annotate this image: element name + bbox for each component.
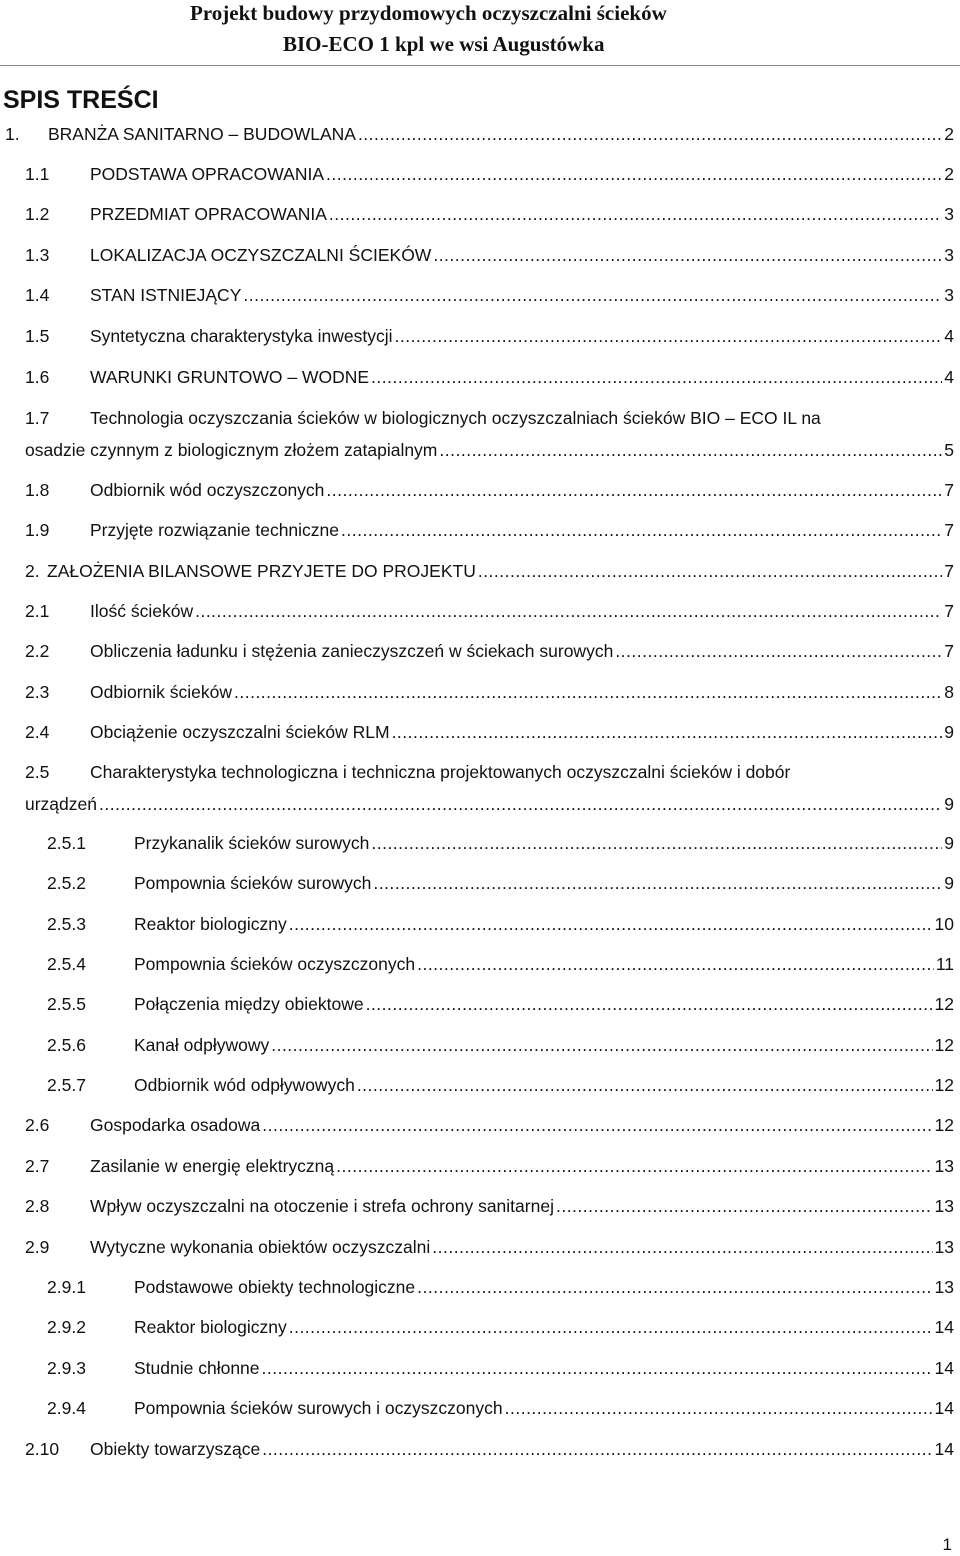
toc-entry-title: Odbiornik wód odpływowych [134, 1075, 355, 1095]
toc-entry-number: 1.3 [25, 245, 50, 265]
toc-dot-leader [289, 910, 933, 938]
toc-dot-leader [99, 790, 942, 818]
toc-entry[interactable] [0, 950, 960, 980]
toc-entry-page: 14 [934, 1398, 954, 1418]
toc-entry[interactable] [0, 476, 960, 506]
toc-entry-number: 2.9.1 [47, 1277, 86, 1297]
toc-entry-page: 12 [934, 1075, 954, 1095]
toc-entry-title: Syntetyczna charakterystyka inwestycji [90, 326, 393, 346]
toc-entry-page: 14 [934, 1358, 954, 1378]
toc-entry-page: 3 [944, 204, 954, 224]
toc-dot-leader [615, 637, 942, 665]
toc-entry-page: 14 [934, 1439, 954, 1459]
toc-dot-leader [357, 1071, 933, 1099]
toc-dot-leader [373, 869, 942, 897]
toc-dot-leader [336, 1152, 932, 1180]
toc-entry-number: 2.4 [25, 722, 50, 742]
toc-entry-number: 2. [25, 561, 40, 581]
toc-entry[interactable] [0, 404, 960, 464]
toc-entry-title: STAN ISTNIEJĄCY [90, 285, 242, 305]
toc-entry-title: Pompownia ścieków oczyszczonych [134, 954, 416, 974]
toc-entry-number: 1.5 [25, 326, 50, 346]
toc-entry[interactable] [0, 597, 960, 627]
toc-dot-leader [371, 363, 942, 391]
toc-entry[interactable] [0, 120, 960, 150]
toc-entry-page: 7 [944, 601, 954, 621]
toc-entry-page: 13 [934, 1277, 954, 1297]
toc-entry[interactable] [0, 160, 960, 190]
toc-dot-leader [195, 597, 942, 625]
toc-entry-number: 2.9.2 [47, 1317, 86, 1337]
toc-entry-page: 13 [934, 1156, 954, 1176]
toc-entry-number: 1.9 [25, 520, 50, 540]
toc-entry-number: 2.8 [25, 1196, 50, 1216]
toc-entry-page: 12 [934, 1115, 954, 1135]
toc-dot-leader [394, 322, 942, 350]
toc-entry[interactable] [0, 241, 960, 271]
toc-entry-title: Przykanalik ścieków surowych [134, 833, 370, 853]
toc-entry[interactable] [0, 1435, 960, 1465]
toc-entry-title: PODSTAWA OPRACOWANIA [90, 164, 325, 184]
toc-entry[interactable] [0, 281, 960, 311]
toc-entry-page: 10 [934, 914, 954, 934]
toc-entry-title: Odbiornik wód oczyszczonych [90, 480, 325, 500]
toc-entry[interactable] [0, 637, 960, 667]
toc-entry-title: Połączenia między obiektowe [134, 994, 364, 1014]
toc-dot-leader [505, 1394, 933, 1422]
toc-entry-title: PRZEDMIAT OPRACOWANIA [90, 204, 327, 224]
toc-entry[interactable] [0, 516, 960, 546]
toc-entry-number: 2.6 [25, 1115, 50, 1135]
toc-entry[interactable] [0, 1031, 960, 1061]
toc-dot-leader [358, 120, 942, 148]
toc-entry-page: 2 [944, 124, 954, 144]
toc-entry-page: 14 [934, 1317, 954, 1337]
toc-entry-page: 13 [934, 1237, 954, 1257]
toc-entry[interactable] [0, 1192, 960, 1222]
toc-entry-number: 2.10 [25, 1439, 60, 1459]
toc-entry-number: 2.9 [25, 1237, 50, 1257]
toc-entry-page: 3 [944, 285, 954, 305]
toc-entry-page: 9 [944, 722, 954, 742]
toc-entry[interactable] [0, 718, 960, 748]
toc-entry-page: 7 [944, 641, 954, 661]
toc-dot-leader [262, 1435, 932, 1463]
toc-entry-title: ZAŁOŻENIA BILANSOWE PRZYJETE DO PROJEKTU [47, 561, 476, 581]
toc-entry-number: 1.2 [25, 204, 50, 224]
toc-entry-title-continued: urządzeń [25, 794, 97, 814]
toc-dot-leader [371, 829, 942, 857]
toc-entry-number: 2.5.7 [47, 1075, 86, 1095]
toc-entry-title: Zasilanie w energię elektryczną [90, 1156, 335, 1176]
toc-entry[interactable] [0, 322, 960, 352]
toc-entry-number: 1.4 [25, 285, 50, 305]
toc-dot-leader [329, 200, 942, 228]
toc-entry[interactable] [0, 910, 960, 940]
toc-entry-number: 2.5 [25, 762, 50, 782]
toc-entry-number: 1.8 [25, 480, 50, 500]
toc-entry-number: 2.5.3 [47, 914, 86, 934]
toc-entry-page: 9 [944, 794, 954, 814]
toc-entry-title: Wpływ oczyszczalni na otoczenie i strefa ochrony sanitarnej [90, 1196, 554, 1216]
toc-entry-title: Przyjęte rozwiązanie techniczne [90, 520, 340, 540]
toc-entry[interactable] [0, 678, 960, 708]
toc-dot-leader [289, 1313, 933, 1341]
toc-entry[interactable] [0, 1394, 960, 1424]
toc-entry-page: 12 [934, 994, 954, 1014]
toc-entry[interactable] [0, 557, 960, 587]
toc-entry[interactable] [0, 1152, 960, 1182]
toc-entry-number: 2.5.5 [47, 994, 86, 1014]
toc-entry-title: Podstawowe obiekty technologiczne [134, 1277, 416, 1297]
toc-entry-number: 2.2 [25, 641, 50, 661]
toc-entry-title: Obciążenie oczyszczalni ścieków RLM [90, 722, 390, 742]
toc-entry-title: Pompownia ścieków surowych i oczyszczonych [134, 1398, 503, 1418]
toc-entry-number: 1.6 [25, 367, 50, 387]
toc-entry-page: 7 [944, 480, 954, 500]
toc-entry-number: 1. [5, 124, 20, 144]
toc-entry-number: 2.1 [25, 601, 50, 621]
toc-entry-number: 1.1 [25, 164, 50, 184]
toc-entry[interactable] [0, 1313, 960, 1343]
toc-entry[interactable] [0, 869, 960, 899]
toc-entry-title: Reaktor biologiczny [134, 914, 287, 934]
toc-dot-leader [326, 160, 942, 188]
toc-entry-page: 9 [944, 833, 954, 853]
toc-dot-leader [271, 1031, 932, 1059]
toc-entry-title: WARUNKI GRUNTOWO – WODNE [90, 367, 370, 387]
toc-entry-page: 12 [934, 1035, 954, 1055]
toc-entry-title: Technologia oczyszczania ścieków w biologicznych oczyszczalniach ścieków BIO – ECO IL na [90, 408, 821, 428]
toc-entry-page: 4 [944, 367, 954, 387]
toc-entry[interactable] [0, 758, 960, 818]
toc-entry-page: 7 [944, 520, 954, 540]
header-title-line-1: Projekt budowy przydomowych oczyszczalni ścieków [190, 1, 667, 25]
toc-entry-title: Kanał odpływowy [134, 1035, 270, 1055]
toc-dot-leader [392, 718, 943, 746]
toc-entry-number: 2.5.1 [47, 833, 86, 853]
toc-entry-title: LOKALIZACJA OCZYSZCZALNI ŚCIEKÓW [90, 245, 432, 265]
toc-dot-leader [326, 476, 942, 504]
toc-entry-number: 2.5.2 [47, 873, 86, 893]
toc-entry-page: 3 [944, 245, 954, 265]
page-number: 1 [942, 1535, 952, 1554]
toc-entry-page: 9 [944, 873, 954, 893]
toc-entry[interactable] [0, 363, 960, 393]
toc-entry-title: Obliczenia ładunku i stężenia zanieczyszczeń w ściekach surowych [90, 641, 614, 661]
toc-entry-title-continued: osadzie czynnym z biologicznym złożem zatapialnym [25, 440, 438, 460]
toc-title: SPIS TREŚCI [3, 86, 159, 114]
toc-dot-leader [432, 1233, 932, 1261]
toc-dot-leader [433, 241, 942, 269]
header-divider [0, 65, 960, 66]
toc-entry-title: Charakterystyka technologiczna i techniczna projektowanych oczyszczalni ścieków i dobór [90, 762, 791, 782]
toc-dot-leader [556, 1192, 933, 1220]
toc-entry-title: Odbiornik ścieków [90, 682, 232, 702]
toc-dot-leader [366, 990, 933, 1018]
toc-entry-title: Reaktor biologiczny [134, 1317, 287, 1337]
toc-entry-title: Ilość ścieków [90, 601, 194, 621]
toc-entry-number: 2.3 [25, 682, 50, 702]
toc-dot-leader [234, 678, 942, 706]
toc-dot-leader [417, 950, 934, 978]
toc-entry-title: Wytyczne wykonania obiektów oczyszczalni [90, 1237, 431, 1257]
toc-entry-title: Gospodarka osadowa [90, 1115, 261, 1135]
toc-entry[interactable] [0, 1354, 960, 1384]
toc-entry-number: 2.7 [25, 1156, 50, 1176]
toc-dot-leader [262, 1111, 932, 1139]
toc-entry[interactable] [0, 1111, 960, 1141]
toc-entry[interactable] [0, 1273, 960, 1303]
toc-entry-number: 1.7 [25, 408, 50, 428]
toc-entry-page: 5 [944, 440, 954, 460]
toc-entry-number: 2.5.6 [47, 1035, 86, 1055]
toc-dot-leader [417, 1273, 932, 1301]
toc-entry-page: 4 [944, 326, 954, 346]
toc-entry-page: 8 [944, 682, 954, 702]
toc-entry[interactable] [0, 990, 960, 1020]
toc-dot-leader [341, 516, 942, 544]
toc-entry-title: Obiekty towarzyszące [90, 1439, 261, 1459]
toc-entry-page: 13 [934, 1196, 954, 1216]
toc-dot-leader [478, 557, 942, 585]
toc-entry[interactable] [0, 200, 960, 230]
toc-entry-number: 2.5.4 [47, 954, 86, 974]
toc-entry-page: 2 [944, 164, 954, 184]
toc-entry[interactable] [0, 1071, 960, 1101]
toc-entry-page: 11 [935, 954, 954, 974]
toc-dot-leader [262, 1354, 933, 1382]
toc-entry-title: BRANŻA SANITARNO – BUDOWLANA [48, 124, 356, 144]
toc-entry[interactable] [0, 1233, 960, 1263]
header-title-line-2: BIO-ECO 1 kpl we wsi Augustówka [283, 32, 605, 56]
toc-dot-leader [439, 436, 942, 464]
toc-dot-leader [243, 281, 942, 309]
toc-entry-page: 7 [944, 561, 954, 581]
toc-entry[interactable] [0, 829, 960, 859]
toc-entry-number: 2.9.3 [47, 1358, 86, 1378]
toc-entry-title: Studnie chłonne [134, 1358, 260, 1378]
toc-entry-title: Pompownia ścieków surowych [134, 873, 372, 893]
toc-entry-number: 2.9.4 [47, 1398, 86, 1418]
